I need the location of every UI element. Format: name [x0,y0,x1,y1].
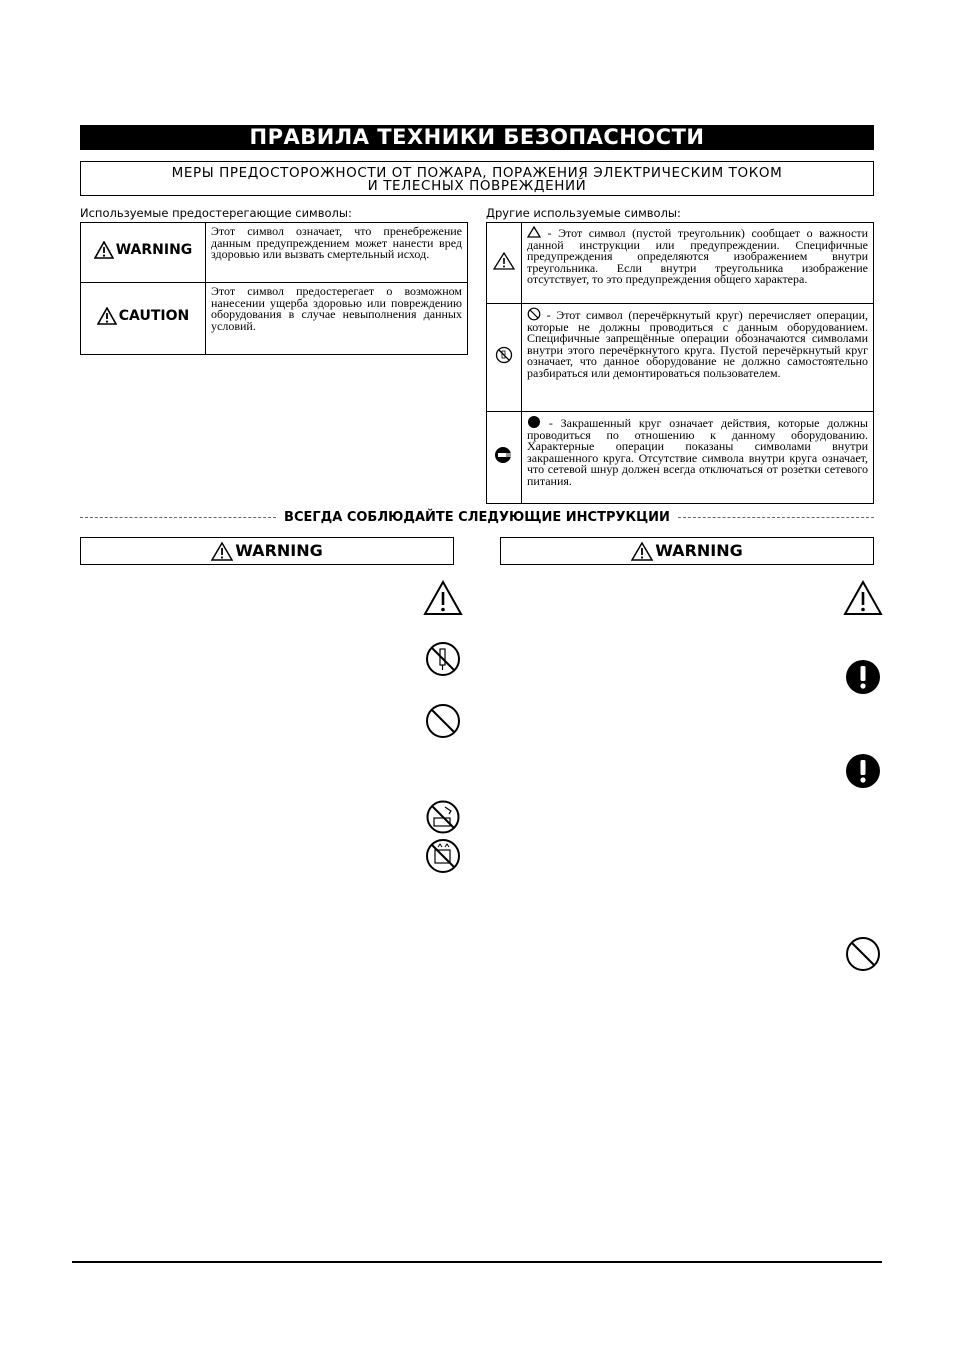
dashed-rule [678,517,874,518]
right-warning-heading: WARNING [500,537,874,565]
triangle-alert-icon [94,241,114,259]
triangle-alert-icon [423,580,463,616]
symbol-description: - Этот символ (пустой треугольник) сообщает о важности данной инструкции или предупреждении. Специфичные предупреждения определяются изображением внутри треугольника. Если внутри треугольника изображение отсутствует, то это предупреждения общего характера. [527,226,868,287]
triangle-alert-icon [843,580,883,616]
warning-label-cell [81,223,206,283]
warning-description: Этот символ означает, что пренебрежение данным предупреждением может нанести вред здоровью или вызвать смертельный исход. [211,224,462,262]
symbol-description: - Этот символ (перечёркнутый круг) перечисляет операции, которые не должны проводиться с данным оборудованием. Специфичные запрещённые операции обозначаются символами внутри этого перечёркнутого круга. Пустой перечёркнутый круг означает, что данное оборудование не должно самостоятельно разбираться или демонтироваться пользователем. [527,308,868,380]
symbol-description-cell [522,412,874,504]
always-follow-heading: ВСЕГДА СОБЛЮДАЙТЕ СЛЕДУЮЩИЕ ИНСТРУКЦИИ [284,509,670,525]
symbol-description: - Закрашенный круг означает действия, которые должны проводиться по отношению к данному оборудованию. Характерные операции показаны символами внутри закрашенного круга. Отсутствие символа внутри круга означает, что сетевой шнур должен всегда отключаться от розетки сетевого питания. [527,416,868,488]
subtitle-box [80,161,874,196]
caution-label: CAUTION [118,308,190,324]
triangle-alert-icon [97,307,117,325]
warning-description-cell [206,223,468,283]
subtitle-line-2: И ТЕЛЕСНЫХ ПОВРЕЖДЕНИЙ [367,178,587,194]
dashed-rule [80,517,276,518]
no-water-icon [425,800,461,834]
caution-description: Этот символ предостерегает о возможном нанесении ущерба здоровью или повреждению оборудования в случае невыполнения данных условий. [211,284,462,333]
no-liquid-spill-icon [425,838,461,874]
always-follow-divider [80,508,874,526]
caution-description-cell [206,283,468,355]
prohibition-icon [495,346,513,364]
prohibition-icon [845,936,881,972]
triangle-alert-icon [211,542,233,561]
symbol-icon-cell [487,304,522,412]
symbol-icon-cell [487,412,522,504]
page-title: ПРАВИЛА ТЕХНИКИ БЕЗОПАСНОСТИ [80,125,874,150]
do-not-disassemble-icon [425,641,461,677]
symbol-icon-cell [487,223,522,304]
unplug-icon [494,446,514,464]
triangle-alert-icon [631,542,653,561]
right-caption: Другие используемые символы: [486,206,681,220]
triangle-outline-icon [527,226,541,238]
symbol-table [486,222,874,504]
left-caption: Используемые предостерегающие символы: [80,206,352,220]
signal-word-table [80,222,468,355]
prohibition-icon [425,703,461,739]
warning-label: WARNING [115,242,193,258]
mandatory-action-icon [845,753,881,789]
subtitle-line-1: МЕРЫ ПРЕДОСТОРОЖНОСТИ ОТ ПОЖАРА, ПОРАЖЕНИЯ ЭЛЕКТРИЧЕСКИМ ТОКОМ [171,165,783,181]
bottom-rule [72,1261,882,1263]
left-warning-heading: WARNING [80,537,454,565]
mandatory-action-icon [845,659,881,695]
symbol-description-cell [522,304,874,412]
caution-label-cell [81,283,206,355]
symbol-description-cell [522,223,874,304]
triangle-alert-icon [493,252,515,270]
